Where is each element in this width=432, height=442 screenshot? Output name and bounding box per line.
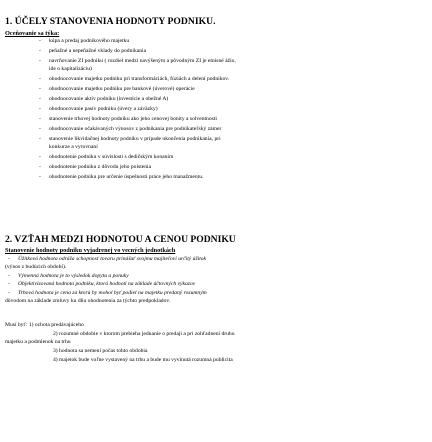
list-item: ohodnotenie podniku z dôvodu jeho poistenia bbox=[49, 164, 152, 170]
list-item: kúpa a predaj podnikového majetku bbox=[49, 38, 130, 44]
list-dash: - bbox=[39, 76, 41, 82]
paragraph-line: Výmenná hodnota je to výsledok dopytu a ponuky bbox=[18, 273, 129, 279]
list-dash: - bbox=[8, 281, 10, 287]
paragraph-line: (výnos z budúcich období). bbox=[5, 264, 67, 270]
list-dash: - bbox=[8, 273, 10, 279]
list-dash: - bbox=[8, 256, 10, 262]
conditions-label: Musí byť: 1) ochota predávajúceho bbox=[5, 322, 84, 328]
paragraph-line: Trhová hodnota je cena za ktorú by mohol byť podiel na majetku predaný rozumným bbox=[18, 290, 207, 296]
list-dash: - bbox=[39, 154, 41, 160]
list-item: ohodnocovanie aktív podniku (investície a obežné A) bbox=[49, 96, 169, 102]
list-item: ohodnocovanie očakávaných výnosov z podnikania pre podnikateľský zámer bbox=[49, 126, 222, 132]
list-item: ohodnocovanie majetku podniku pri transformáciách, fúziách a delení podnikov. bbox=[49, 76, 230, 82]
section-1-subheading: Oceňovanie sa týka: bbox=[5, 30, 60, 37]
paragraph-line: Objektivizovaná hodnota podniku, ktorá hodnotí na základe účtovných výkazov bbox=[18, 281, 196, 287]
list-item: ohodnotenie podniku v súvislosti s dedičským konaním bbox=[49, 154, 174, 160]
list-dash: - bbox=[39, 164, 41, 170]
list-dash: - bbox=[39, 38, 41, 44]
list-dash: - bbox=[39, 48, 41, 54]
list-dash: - bbox=[39, 116, 41, 122]
list-dash: - bbox=[8, 290, 10, 296]
list-dash: - bbox=[39, 58, 41, 64]
section-1-heading: 1. ÚČELY STANOVENIA HODNOTY PODNIKU. bbox=[5, 16, 216, 27]
list-dash: - bbox=[39, 96, 41, 102]
condition-item: 3) hodnota sa nemení počas tohto obdobia bbox=[53, 348, 148, 354]
list-dash: - bbox=[39, 126, 41, 132]
paragraph-line: dôvodom na základe zmluvy ku dňu ohodnotenia za týchto predpokladov. bbox=[5, 298, 171, 304]
list-item: stanovenie trhovej hodnoty podniku ako jeho cenovej bonity a solventnosti bbox=[49, 116, 217, 122]
section-2-subheading: Stanovenie hodnoty podniku vyjadrenej vo vecných jednotkách bbox=[5, 247, 176, 254]
condition-item-continuation: majetku a podmienok na trhu bbox=[5, 339, 71, 345]
list-dash: - bbox=[39, 106, 41, 112]
list-item: peňažné a nepeňažné vklady do podnikania bbox=[49, 48, 147, 54]
list-dash: - bbox=[39, 136, 41, 142]
condition-item: 2) rozumné obdobie v ktorom prebieha jednanie o predaji a pri zohľadnení druhu bbox=[53, 331, 235, 337]
condition-item: 4) majetok bude voľne vystavený na trhu a bude mu vyvinutá rozumná publicita bbox=[53, 357, 233, 363]
list-item: ohodnocovanie pasív podniku (úvery a záväzky) bbox=[49, 106, 158, 112]
list-item: ohodnocovanie majetku podniku pre bankové (úverové) operácie bbox=[49, 86, 195, 92]
section-2-heading: 2. VZŤAH MEDZI HODNOTOU A CENOU PODNIKU bbox=[5, 234, 236, 245]
list-dash: - bbox=[39, 86, 41, 92]
list-item: stanovenie likvidačnej hodnoty podniku v prípade ukončenia podnikania, pri bbox=[49, 136, 221, 142]
paragraph-line: Úžitková hodnota odráža schopnosť tovaru prinášať svojmu majiteľovi určitý úžitok bbox=[18, 256, 207, 262]
list-item: navrňovanie ZI podniku ( rozdiel medzi navýšeným a pôvodným ZI je emisné ážio, bbox=[49, 58, 236, 64]
list-item: ohodnotenie podniku pre určenie úspešnosti práce jeho manažmentu. bbox=[49, 174, 204, 180]
list-item-continuation: ide o kapitalizáciu) bbox=[49, 66, 92, 72]
list-item-continuation: konkurze a vyrovnaní bbox=[49, 144, 98, 150]
list-dash: - bbox=[39, 174, 41, 180]
